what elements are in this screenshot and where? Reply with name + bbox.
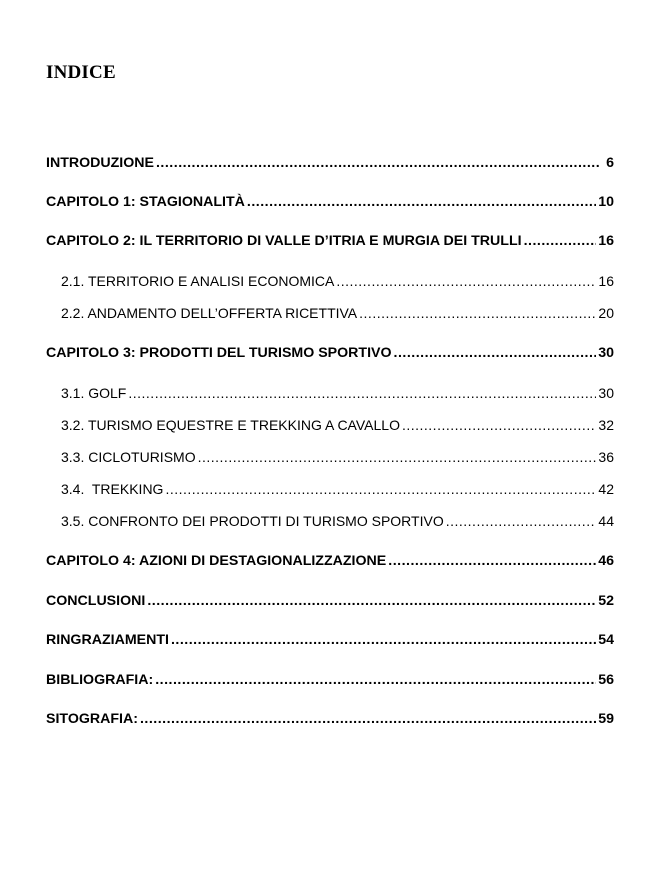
toc-entry-section-3-2[interactable] [61,415,614,435]
toc-entry-label: INTRODUZIONE [46,155,154,171]
toc-entry-capitolo-2[interactable] [46,231,614,251]
toc-entry-label: 2.1. TERRITORIO E ANALISI ECONOMICA [61,273,335,289]
toc-entry-capitolo-1[interactable] [46,192,614,212]
toc-dot-leader [394,343,597,363]
toc-dot-leader [147,591,596,611]
page-title: INDICE [46,62,116,83]
toc-entry-label: RINGRAZIAMENTI [46,632,169,648]
toc-page-number: 42 [598,481,614,497]
toc-entry-label: 3.2. TURISMO EQUESTRE E TREKKING A CAVALLO [61,417,400,433]
toc-entry-sitografia[interactable] [46,709,614,729]
toc-entry-label: 3.1. GOLF [61,385,127,401]
toc-entry-label: CONCLUSIONI [46,593,146,609]
toc-page-number: 6 [606,155,614,171]
toc-entry-label: CAPITOLO 1: STAGIONALITÀ [46,194,245,210]
toc-entry-label: CAPITOLO 4: AZIONI DI DESTAGIONALIZZAZIONE [46,553,387,569]
toc-entry-introduzione[interactable] [46,153,614,173]
toc-dot-leader [171,630,596,650]
toc-entry-label: CAPITOLO 3: PRODOTTI DEL TURISMO SPORTIVO [46,345,392,361]
toc-page-number: 30 [598,385,614,401]
toc-entry-label: SITOGRAFIA: [46,711,138,727]
toc-page-number: 16 [598,273,614,289]
toc-dot-leader [336,271,596,291]
toc-dot-leader [156,153,600,173]
toc-dot-leader [198,447,597,467]
toc-page-number: 32 [598,417,614,433]
toc-dot-leader [402,415,596,435]
toc-page-number: 46 [598,553,614,569]
toc-dot-leader [446,511,597,531]
toc-entry-capitolo-3[interactable] [46,343,614,363]
toc-entry-label: BIBLIOGRAFIA: [46,672,154,688]
toc-entry-capitolo-4[interactable] [46,551,614,571]
toc-page-number: 36 [598,449,614,465]
toc-dot-leader [155,670,596,690]
toc-dot-leader [128,383,596,403]
toc-dot-leader [247,192,596,212]
toc-dot-leader [524,231,597,251]
toc-page-number: 59 [598,711,614,727]
toc-entry-bibliografia[interactable] [46,670,614,690]
toc-entry-section-3-5[interactable] [61,511,614,531]
toc-dot-leader [140,709,596,729]
toc-entry-label: CAPITOLO 2: IL TERRITORIO DI VALLE D’ITRIA E MURGIA DEI TRULLI [46,233,522,249]
toc-page-number: 16 [598,233,614,249]
toc-dot-leader [359,303,596,323]
toc-entry-section-2-1[interactable] [61,271,614,291]
toc-page-number: 10 [598,194,614,210]
toc-page-number: 54 [598,632,614,648]
toc-entry-section-3-3[interactable] [61,447,614,467]
toc-entry-section-2-2[interactable] [61,303,614,323]
toc-page-number: 52 [598,593,614,609]
toc-entry-ringraziamenti[interactable] [46,630,614,650]
toc-entry-conclusioni[interactable] [46,591,614,611]
toc-page-number: 56 [598,672,614,688]
toc-page-number: 44 [598,513,614,529]
toc-dot-leader [388,551,596,571]
toc-entry-label: 3.4. TREKKING [61,481,164,497]
toc-entry-label: 3.3. CICLOTURISMO [61,449,196,465]
toc-page-number: 30 [598,345,614,361]
toc-entry-section-3-4[interactable] [61,479,614,499]
toc-entry-section-3-1[interactable] [61,383,614,403]
toc-page-number: 20 [598,305,614,321]
toc-entry-label: 2.2. ANDAMENTO DELL’OFFERTA RICETTIVA [61,305,358,321]
toc-entry-label: 3.5. CONFRONTO DEI PRODOTTI DI TURISMO SPORTIVO [61,513,444,529]
toc-dot-leader [165,479,596,499]
